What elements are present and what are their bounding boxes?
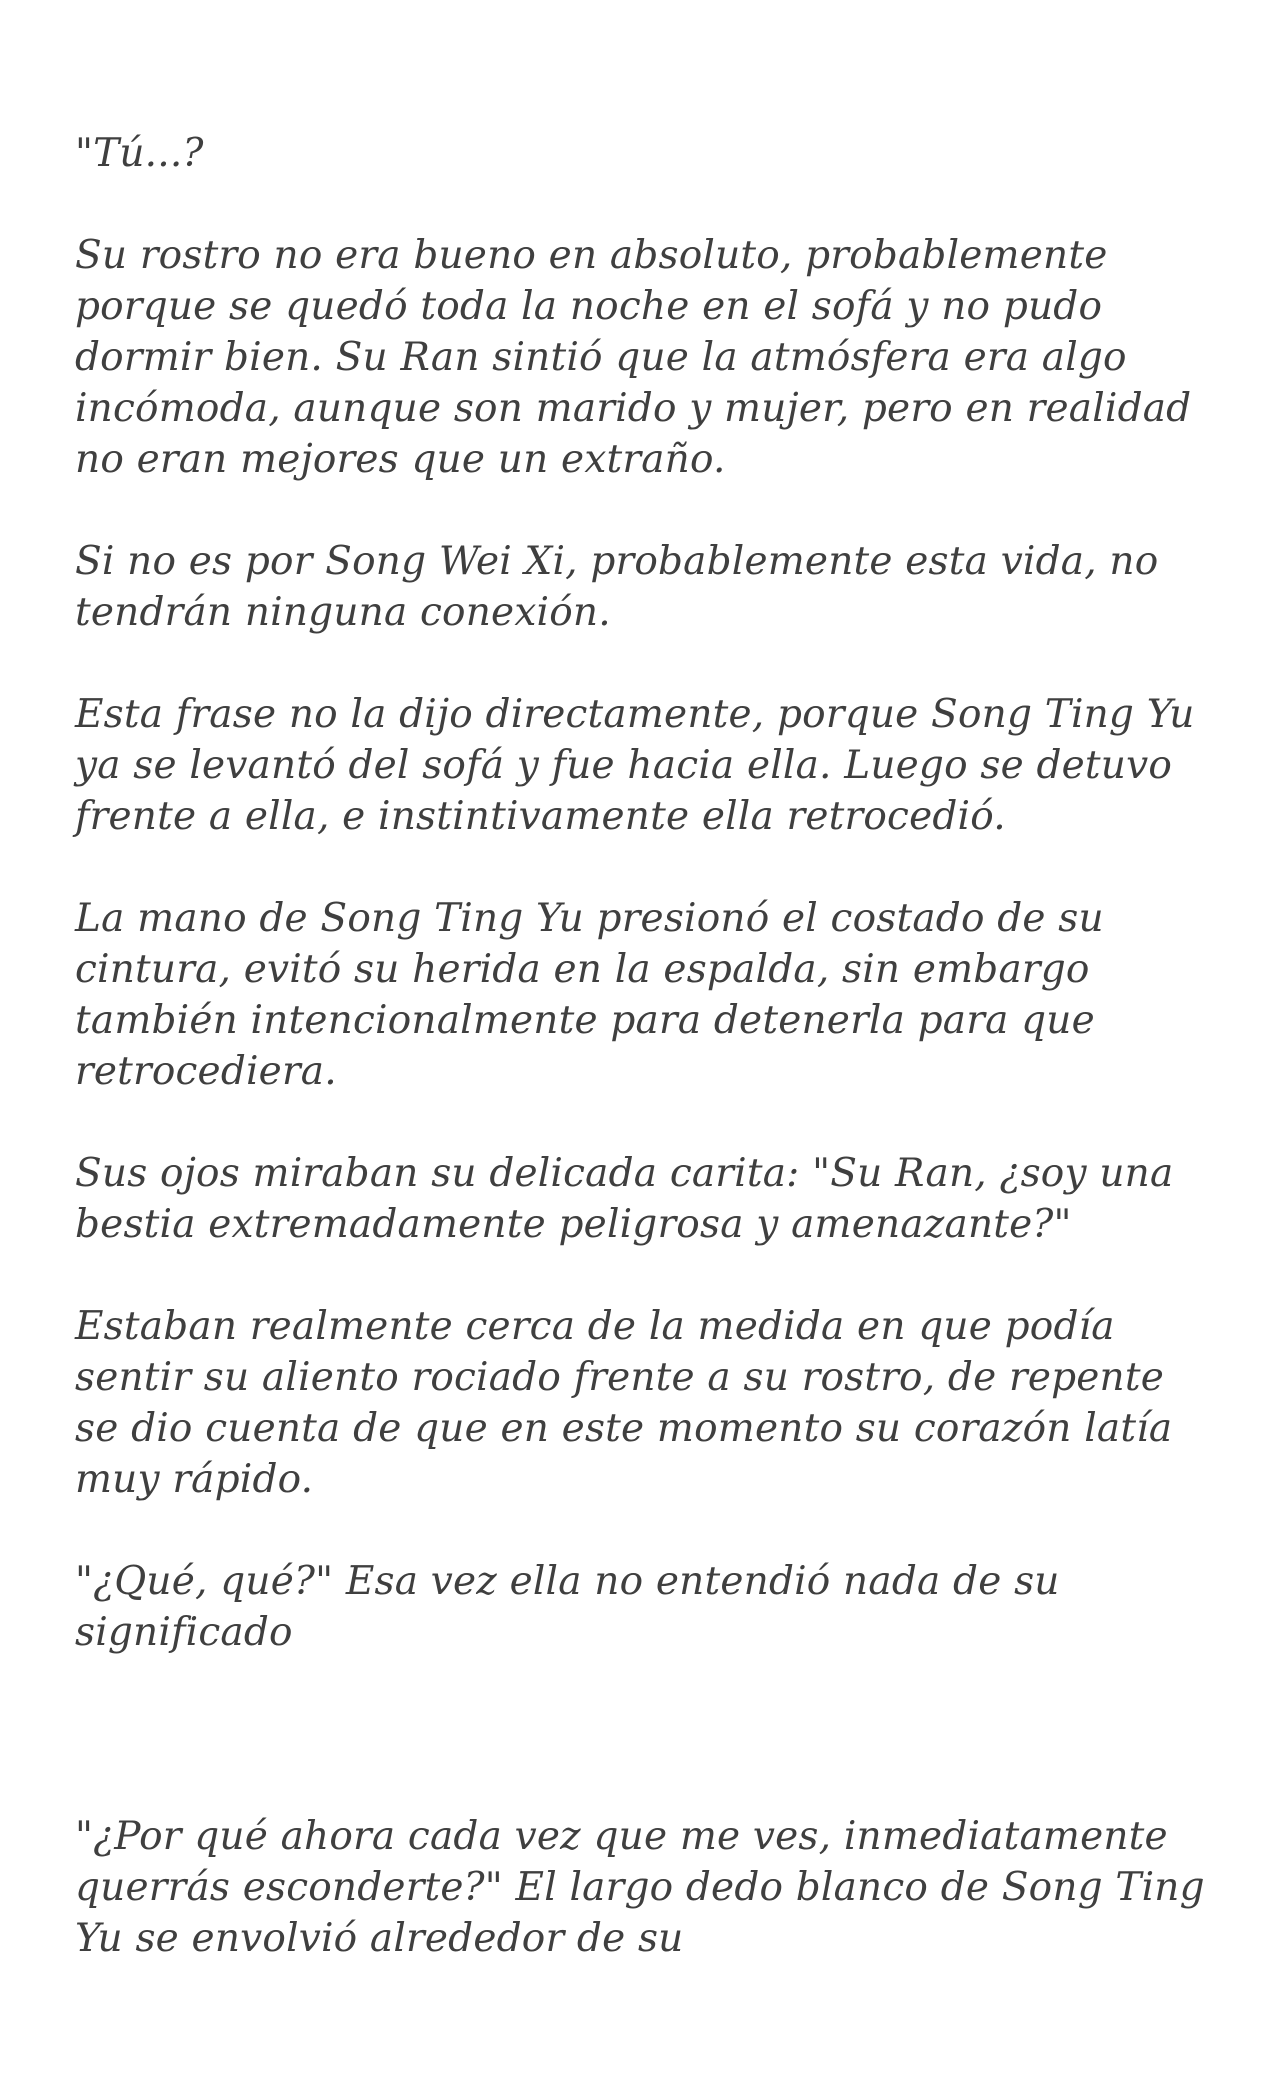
- paragraph-7: Estaban realmente cerca de la medida en que podía sentir su aliento rociado frente a su rostro, de repente se dio cuenta de que en este momento su corazón latía muy rápido.: [75, 1304, 1173, 1502]
- paragraph-spacer: [75, 842, 1215, 893]
- paragraph-5: La mano de Song Ting Yu presionó el costado de su cintura, evitó su herida en la espalda, sin embargo también intencionalmente para detenerla para que retrocediera.: [75, 896, 1104, 1094]
- paragraph-spacer: [75, 1097, 1215, 1148]
- paragraph-1: "Tú...?: [75, 131, 204, 176]
- paragraph-spacer: [75, 638, 1215, 689]
- paragraph-6: Sus ojos miraban su delicada carita: "Su Ran, ¿soy una bestia extremadamente peligrosa y amenazante?": [75, 1151, 1174, 1247]
- story-text: [75, 128, 1215, 1964]
- paragraph-4: Esta frase no la dijo directamente, porque Song Ting Yu ya se levantó del sofá y fue hacia ella. Luego se detuvo frente a ella, e instintivamente ella retrocedió.: [75, 692, 1195, 839]
- paragraph-spacer-large: [75, 1658, 1215, 1811]
- paragraph-spacer: [75, 1505, 1215, 1556]
- paragraph-spacer: [75, 1250, 1215, 1301]
- paragraph-spacer: [75, 485, 1215, 536]
- paragraph-spacer: [75, 179, 1215, 230]
- paragraph-9: "¿Por qué ahora cada vez que me ves, inmediatamente querrás esconderte?" El largo dedo blanco de Song Ting Yu se envolvió alrededor de su: [75, 1814, 1205, 1961]
- paragraph-2: Su rostro no era bueno en absoluto, probablemente porque se quedó toda la noche en el sofá y no pudo dormir bien. Su Ran sintió que la atmósfera era algo incómoda, aunque son marido y mujer, pero en realidad no eran mejores que un extraño.: [75, 233, 1192, 482]
- paragraph-3: Si no es por Song Wei Xi, probablemente esta vida, no tendrán ninguna conexión.: [75, 539, 1159, 635]
- paragraph-8: "¿Qué, qué?" Esa vez ella no entendió nada de su significado: [75, 1559, 1060, 1655]
